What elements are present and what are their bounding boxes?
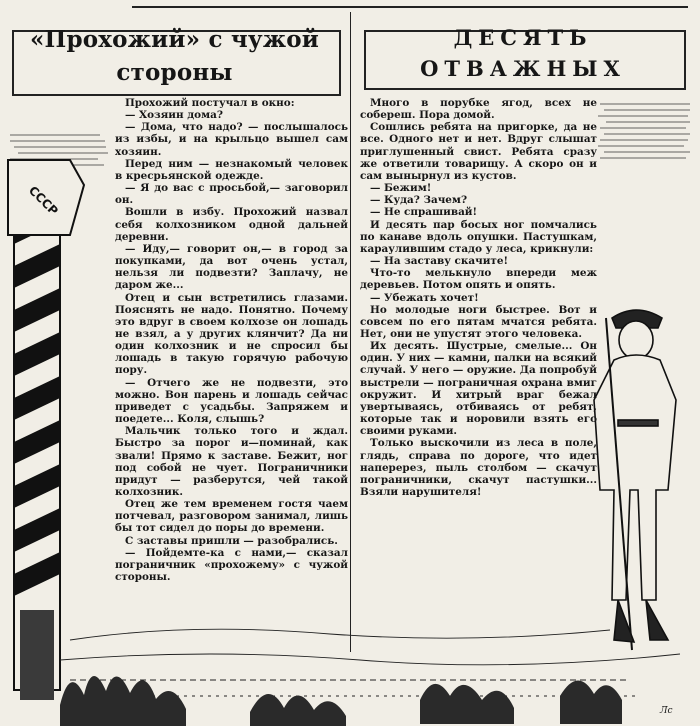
paragraph: — Иду,— говорит он,— в город за покупками, да вот очень устал, нельзя ли подвезти? Заплачу, не даром же... (115, 242, 348, 292)
paragraph: Отец и сын встретились глазами. Пояснять не надо. Понятно. Почему это вдруг в своем колхозе он лошадь не взял, а у других клянчит? Да ни один колхозник и не спросил бы лошадь в такую горячую рабочую пору. (115, 291, 348, 377)
paragraph: Мальчик только того и ждал. Быстро за порог и—поминай, как звали! Прямо к заставе. Бежит, ног под собой не чует. Пограничники придут — разберутся, чей такой колхозник. (115, 425, 348, 498)
foreground-bushes (60, 676, 622, 726)
paragraph: — Не спрашивай! (370, 206, 478, 219)
paragraph: С заставы пришли — разобрались. (125, 534, 338, 547)
paragraph: — Убежать хочет! (370, 291, 479, 304)
header-rule (132, 6, 688, 8)
paragraph: — Бежим! (370, 182, 432, 195)
paragraph: Перед ним — незнакомый человек в кресрьянской одежде. (115, 157, 348, 182)
right-article-body (360, 97, 597, 498)
artist-signature: Лс (660, 706, 673, 716)
left-article-title-line2: стороны (116, 59, 233, 86)
post-label-ussr: СССР (25, 183, 61, 219)
paragraph: — Дома, что надо? — послышалось из избы, и на крыльцо вышел сам хозяин. (115, 121, 348, 158)
paragraph: И десять пар босых ног помчались по канаве вдоль опушки. Пастушкам, караулившим стадо у леса, крикнули: (360, 218, 597, 255)
paragraph: Но молодые ноги быстрее. Вот и совсем по его пятам мчатся ребята. Нет, они не упустят этого человека. (360, 303, 597, 340)
paragraph: Прохожий постучал в окно: (125, 97, 295, 109)
paragraph: — Отчего же не подвезти, это можно. Вон парень и лошадь сейчас приведет с усадьбы. Запряжем и поедете... Коля, слышь? (115, 376, 348, 426)
left-article-title-line1: «Прохожий» с чужой (29, 26, 320, 53)
paragraph: Много в порубке ягод, всех не собереш. Пора домой. (360, 97, 597, 122)
paragraph: Только выскочили из леса в поле, глядь, справа по дороге, что идет наперерез, пыль столбом — скачут пограничники, скачут пастушки... Взяли нарушителя! (360, 437, 597, 498)
paragraph: — Хозяин дома? (125, 109, 223, 122)
sky-hatching-right (598, 104, 690, 158)
border-post (8, 160, 84, 700)
paragraph: Их десять. Шустрые, смелые... Он один. У них — камни, палки на всякий случай. У него — оружие. Да попробуй выстрели — пограничная охрана вмиг окружит. И хитрый враг бежал увертываясь, отбиваясь от ребят, которые так и норовили взять его своими руками. (360, 340, 597, 438)
paragraph: — Пойдемте-ка с нами,— сказал пограничник «прохожему» с чужой стороны. (115, 546, 348, 584)
border-guard-figure (594, 310, 676, 650)
paragraph: Что-то мелькнуло впереди меж деревьев. Потом опять и опять. (360, 267, 597, 292)
left-article-body (115, 97, 348, 583)
paragraph: — Куда? Зачем? (370, 194, 468, 207)
paragraph: Сошлись ребята на пригорке, да не все. Одного нет и нет. Вдруг слышат приглушенный свист. Ребята сразу же ответили товарищу. А скоро он и сам вынырнул из кустов. (360, 121, 597, 182)
paragraph: — Я до вас с просьбой,— заговорил он. (115, 182, 348, 207)
paragraph: Отец же тем временем гостя чаем потчевал, разговором занимал, лишь бы тот сидел до поры до времени. (115, 498, 348, 535)
paragraph: Вошли в избу. Прохожий назвал себя колхозником одной дальней деревни. (115, 206, 348, 243)
right-article-title-line1: ДЕСЯТЬ (453, 25, 593, 50)
paragraph: — На заставу скачите! (370, 255, 509, 268)
column-divider (350, 12, 351, 652)
right-article-title-line2: ОТВАЖНЫХ (420, 56, 626, 81)
